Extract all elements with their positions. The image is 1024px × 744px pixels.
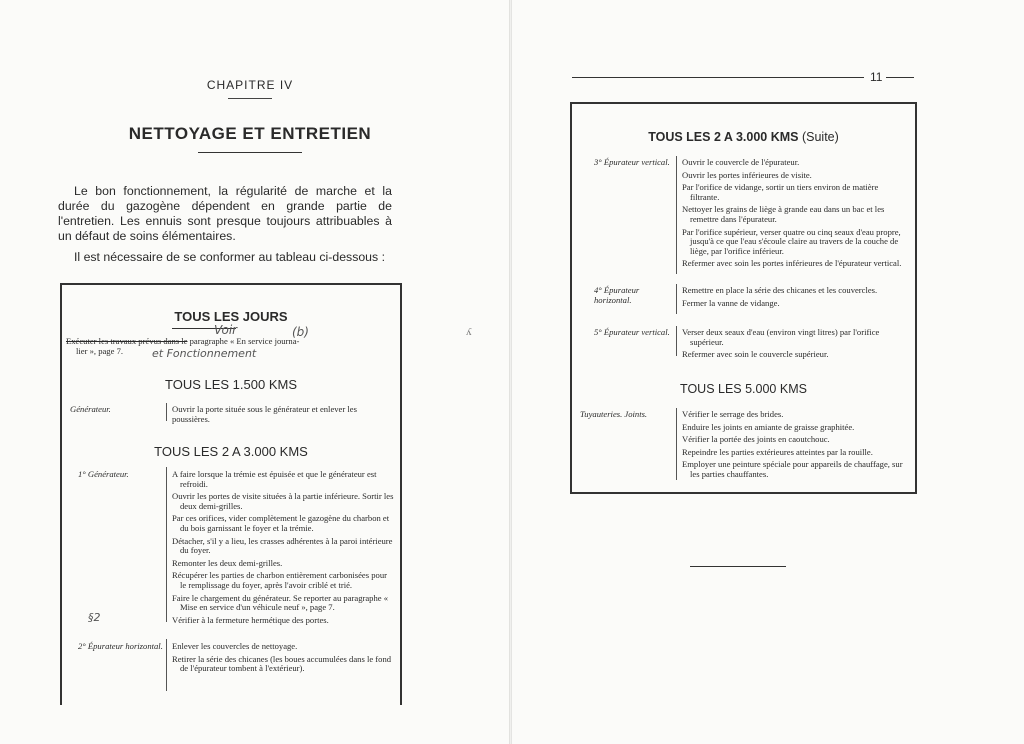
section-heading-2-3000: TOUS LES 2 A 3.000 KMS [154,444,308,459]
maintenance-table-left [60,283,402,705]
list-item: Détacher, s'il y a lieu, les crasses adhérentes à la paroi intérieure du foyer. [172,535,393,556]
page-number: 11 [870,70,883,84]
title-rule [198,152,302,153]
list-item: Récupérer les parties de charbon entièrement carbonisées pour le remplissage du foyer, après l'avoir criblé et trié. [172,570,387,590]
column-divider [166,403,167,421]
pipes-joints-steps [682,410,908,483]
end-rule [690,566,786,567]
handwritten-note: et Fonctionnement [152,347,257,360]
chapter-rule [228,98,272,99]
row-label: Tuyauteries. Joints. [580,409,648,419]
handwritten-note: Voir [214,323,238,337]
column-divider [676,284,677,314]
horizontal-epurator-steps [682,286,908,311]
row-label: Générateur. [70,404,111,414]
section-heading-5000: TOUS LES 5.000 KMS [680,382,807,396]
struck-text: Exécuter les travaux prévus dans le [66,336,188,346]
list-item: Vérifier la portée des joints en caoutchouc. [682,434,830,445]
daily-text: paragraphe « En service journa- [189,336,300,346]
list-item: Nettoyer les grains de liège à grande eau dans un bac et les remettre dans l'épurateur. [682,204,885,224]
list-item: Par ces orifices, vider complètement le gazogène du charbon et du bois garnissant le foyer et la trémie. [172,513,390,533]
section-heading-daily: TOUS LES JOURS [174,309,288,324]
list-item: Par l'orifice supérieur, verser quatre ou cinq seaux d'eau propre, jusqu'à ce que l'eau s'écoule claire au travers de la couche de liège, par l'orifice inférieur. [682,226,901,256]
generator-steps [172,470,394,628]
daily-text-line2: lier », page 7. [76,345,124,356]
row-label: 5° Épurateur vertical. [594,327,670,337]
section-heading: TOUS LES 2 A 3.000 KMS [648,130,799,144]
list-item: Enlever les couvercles de nettoyage. [172,641,298,651]
list-item: Remettre en place la série des chicanes et les couvercles. [682,285,878,295]
epurator-steps [172,642,394,677]
list-item: Remonter les deux demi-grilles. [172,557,283,568]
header-rule [886,77,914,78]
column-divider [676,408,677,480]
list-item: Retirer la série des chicanes (les boues accumulées dans le fond de l'épurateur tombent à l'extérieur). [172,653,392,674]
vertical-epurator-steps [682,158,908,272]
list-item: Vérifier le serrage des brides. [682,409,784,419]
row-text: Ouvrir la porte située sous le générateur et enlever les poussières. [172,404,357,424]
margin-note: §2 [88,611,101,624]
page-title: NETTOYAGE ET ENTRETIEN [128,124,372,143]
maintenance-table-right [570,102,917,494]
vertical-epurator-final-steps [682,328,908,363]
list-item: Par l'orifice de vidange, sortir un tiers environ de matière filtrante. [682,182,879,202]
section-heading-1500: TOUS LES 1.500 KMS [165,377,297,392]
row-label: 1° Générateur. [78,469,129,479]
intro-instruction: Il est nécessaire de se conformer au tableau ci-dessous : [74,250,386,264]
list-item: Faire le chargement du générateur. Se reporter au paragraphe « Mise en service d'un véhicule neuf », page 7. [172,592,389,613]
suite-label: (Suite) [801,130,839,144]
column-divider [166,467,167,622]
intro-paragraph: Le bon fonctionnement, la régularité de marche et la durée du gazogène dépendent en grande partie de l'entretien. Les ennuis sont presque toujours attribuables à un défaut de soins élémentaires. [58,184,392,243]
list-item: Fermer la vanne de vidange. [682,297,780,308]
list-item: Refermer avec soin les portes inférieures de l'épurateur vertical. [682,258,902,269]
column-divider [166,639,167,691]
list-item: Enduire les joints en amiante de graisse graphitée. [682,421,855,432]
column-divider [676,326,677,356]
row-label: 4° Épurateur horizontal. [594,285,640,305]
list-item: Verser deux seaux d'eau (environ vingt litres) par l'orifice supérieur. [682,327,880,347]
list-item: A faire lorsque la trémie est épuisée et que le générateur est refroidi. [172,469,377,489]
header-rule [572,77,864,78]
list-item: Ouvrir les portes inférieures de visite. [682,169,812,180]
left-page [0,0,510,744]
row-label: 3° Épurateur vertical. [594,157,670,167]
list-item: Refermer avec soin le couvercle supérieur. [682,349,829,360]
column-divider [676,156,677,274]
chapter-label: CHAPITRE IV [206,78,294,92]
section-heading-continued [572,130,915,144]
list-item: Ouvrir le couvercle de l'épurateur. [682,157,800,167]
list-item: Ouvrir les portes de visite situées à la partie inférieure. Sortir les deux demi-grilles. [172,491,394,511]
handwritten-note: (b) [292,325,309,339]
list-item: Vérifier à la fermeture hermétique des portes. [172,614,329,625]
list-item: Repeindre les parties extérieures atteintes par la rouille. [682,446,873,457]
list-item: Employer une peinture spéciale pour appareils de chauffage, sur les parties chauffantes. [682,459,903,479]
row-label: 2° Épurateur horizontal. [78,641,163,651]
scan-mark: ʎ [466,326,472,338]
